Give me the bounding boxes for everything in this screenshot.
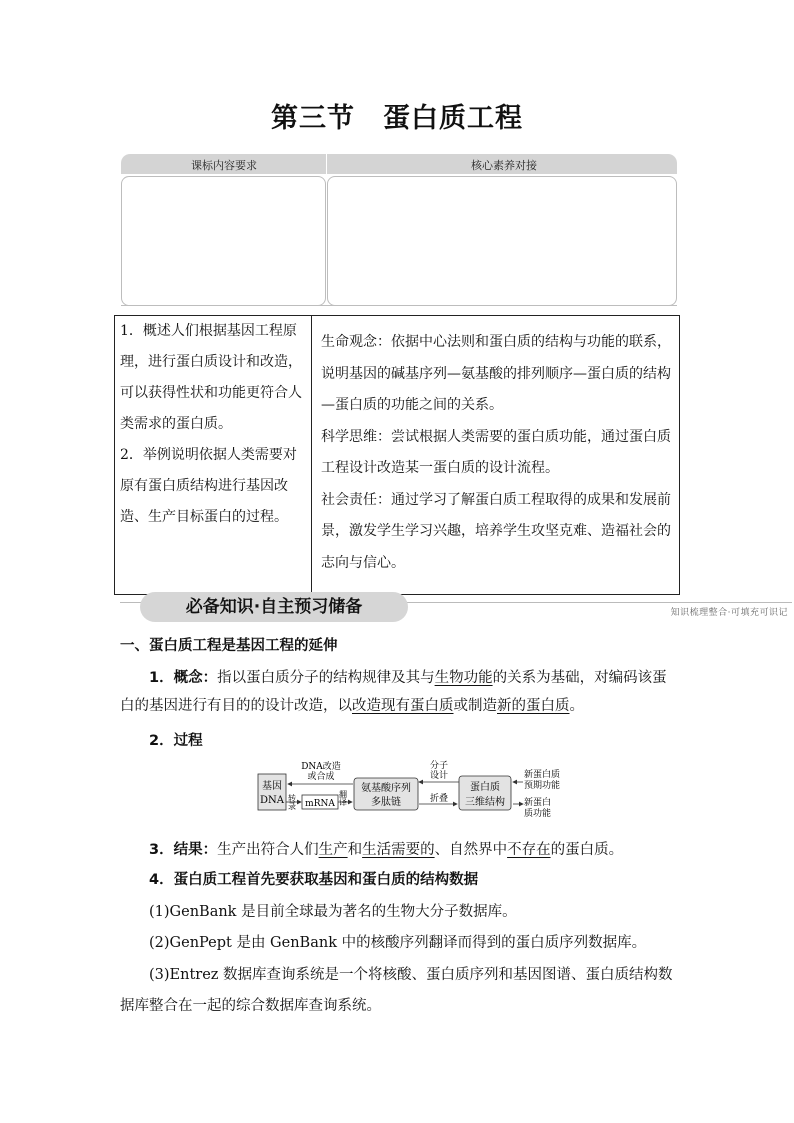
requirement-item: 1．概述人们根据基因工程原理，进行蛋白质设计和改造，可以获得性状和功能更符合人类需求的蛋白质。 [120, 323, 302, 432]
concept-paragraph [120, 664, 680, 720]
protein-label: 蛋白质 [470, 782, 500, 793]
structure-label: 三维结构 [465, 797, 505, 808]
genpept-paragraph: (2)GenPept 是由 GenBank 中的核酸序列翻译而得到的蛋白质序列数据库。 [149, 935, 647, 951]
standards-header [121, 154, 677, 306]
design-label: 设计 [429, 771, 449, 781]
text-run: 或制造 [453, 698, 497, 714]
banner-note: 知识梳理整合·可填充可识记 [670, 608, 788, 618]
underlined-term: 新的蛋白质 [497, 698, 570, 714]
amino-acid-label: 氨基酸序列 [361, 783, 411, 794]
mrna-label: mRNA [305, 799, 335, 809]
text-run: 、自然界中 [434, 842, 508, 858]
text-run: 指以蛋白质分子的结构规律及其与 [217, 670, 435, 686]
competency-column [321, 327, 675, 579]
concept-label: 1．概念： [149, 670, 218, 686]
underlined-term: 生产 [318, 842, 348, 858]
expected-function-label: 预期功能 [524, 781, 561, 791]
result-label: 3．结果： [149, 842, 218, 858]
header-divider [326, 154, 327, 174]
text-run: 生产出符合人们 [217, 842, 319, 858]
text-run: 的蛋白质。 [550, 842, 624, 858]
underlined-term: 改造现有蛋白质 [352, 698, 454, 714]
text-run: 。 [569, 698, 584, 714]
page-title [0, 96, 794, 135]
dna-synthesis-label: 或合成 [307, 772, 335, 782]
new-protein-label-2: 新蛋白 [524, 798, 552, 808]
section-number: 第三节 [271, 103, 355, 134]
standards-label: 课标内容要求 [191, 159, 257, 172]
section-banner: 必备知识·自主预习储备 [140, 592, 408, 622]
protein-function-label: 质功能 [524, 809, 552, 819]
transcribe-label: 转录 [287, 794, 297, 810]
process-diagram [257, 760, 573, 824]
section-heading: 一、蛋白质工程是基因工程的延伸 [120, 638, 338, 654]
polypeptide-label: 多肽链 [371, 797, 401, 808]
section-title: 蛋白质工程 [383, 103, 523, 134]
translate-label: 翻译 [338, 790, 348, 806]
underlined-term: 不存在 [507, 842, 551, 858]
table-divider [311, 316, 312, 594]
underlined-term: 生物功能 [434, 670, 493, 686]
gene-dna-label: DNA [260, 795, 284, 806]
competency-item: 科学思维：尝试根据人类需要的蛋白质功能，通过蛋白质工程设计改造某一蛋白质的设计流程。 [321, 428, 671, 476]
process-label: 2．过程 [149, 733, 203, 749]
new-protein-label: 新蛋白质 [524, 770, 561, 780]
text-run: 的关系为基础，对编码该蛋白的基因进行有目的的设计改造，以 [120, 670, 667, 714]
competency-item: 生命观念：依据中心法则和蛋白质的结构与功能的联系，说明基因的碱基序列—氨基酸的排列顺序—蛋白质的结构—蛋白质的功能之间的关系。 [321, 334, 671, 413]
molecular-design-label: 分子 [429, 761, 449, 771]
header-bottom-rule [121, 305, 677, 306]
text-run: 和 [347, 842, 363, 858]
standards-box [121, 176, 326, 306]
requirement-item: 2．举例说明依据人类需要对原有蛋白质结构进行基因改造、生产目标蛋白的过程。 [120, 447, 297, 525]
competency-label: 核心素养对接 [471, 159, 537, 172]
fold-label: 折叠 [429, 794, 449, 804]
genbank-paragraph: (1)GenBank 是目前全球最为著名的生物大分子数据库。 [149, 904, 517, 920]
item4-heading: 4．蛋白质工程首先要获取基因和蛋白质的结构数据 [149, 872, 479, 888]
entrez-paragraph: (3)Entrez 数据库查询系统是一个将核酸、蛋白质序列和基因图谱、蛋白质结构数据库整合在一起的综合数据库查询系统。 [120, 967, 673, 1014]
underlined-term: 生活需要的 [362, 842, 435, 858]
competency-item: 社会责任：通过学习了解蛋白质工程取得的成果和发展前景，激发学生学习兴趣，培养学生攻坚克难、造福社会的志向与信心。 [321, 491, 671, 571]
competency-box [327, 176, 677, 306]
content-table [114, 315, 680, 595]
requirements-column [120, 316, 308, 533]
result-paragraph [120, 836, 680, 864]
dna-modify-label: DNA改造 [301, 762, 341, 772]
gene-label: 基因 [262, 781, 282, 792]
